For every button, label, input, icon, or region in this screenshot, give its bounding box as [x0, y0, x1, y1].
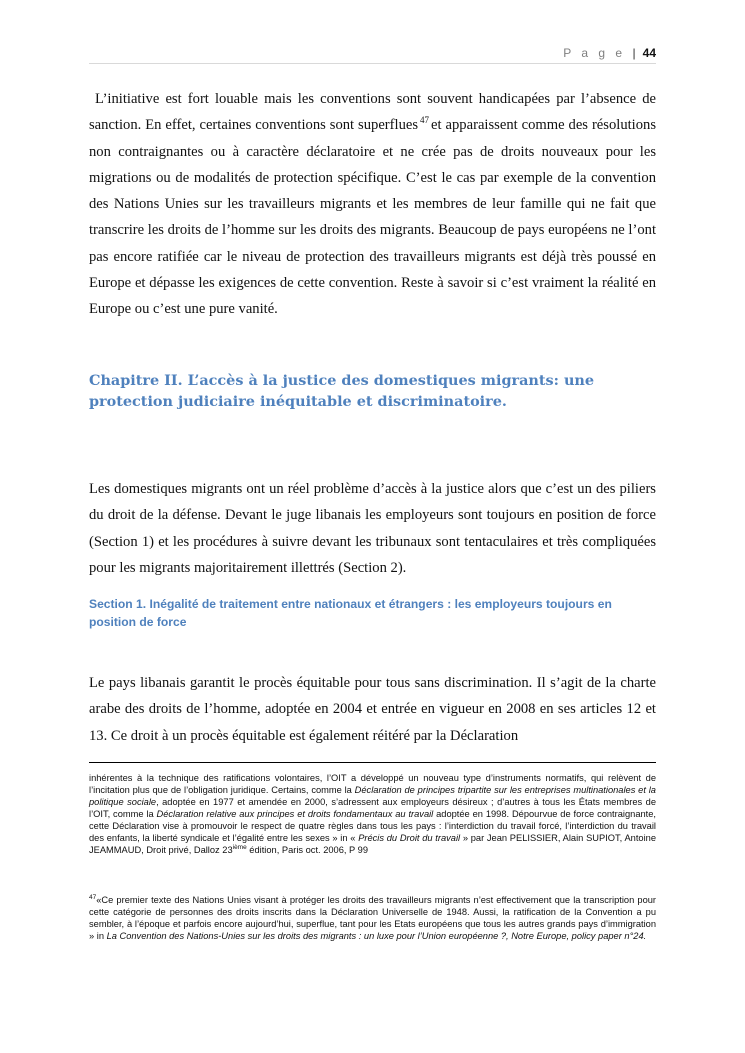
footnote-italic-title: Déclaration relative aux principes et droits fondamentaux au travail: [156, 809, 434, 819]
page-label: P a g e: [563, 46, 626, 60]
footnote-text: » par Jean PELISSIER, Alain SUPIOT, Antoine JEAMMAUD, Droit privé, Dalloz 23: [89, 833, 656, 855]
header-divider: [89, 63, 656, 64]
footnote-text: édition, Paris oct. 2006, P 99: [246, 845, 369, 855]
footnote-ref-47[interactable]: 47: [420, 115, 430, 126]
footnote-47-marker: 47: [89, 893, 97, 901]
paragraph-conventions-part2: et apparaissent comme des résolutions non contraignantes ou à caractère déclaratoire et ne crée pas de droits nouveaux pour les migrations ou de modalités de protection spécifique. C’est le cas par exemple de la convention des Nations Unies sur les travailleurs migrants et les membres de leur famille qui ne fait que transcrire les droits de l’homme sur les droits des migrants. Beaucoup de pays européens ne l’ont pas encore ratifiée car le niveau de protection des travailleurs migrants est déjà très poussé en Europe et dépasse les exigences de cette convention. Reste à savoir si c’est vraiment la réalité en Europe ou c’est une pure vanité.: [89, 117, 656, 318]
page-separator: |: [632, 46, 636, 60]
footnote-47: [89, 894, 656, 942]
footnote-italic-title: Précis du Droit du travail: [358, 833, 461, 843]
paragraph-conventions-part1: L’initiative est fort louable mais les conventions sont souvent handicapées par l’absence de sanction. En effet, certaines conventions sont superflues: [89, 91, 656, 134]
footnote-text: «Ce premier texte des Nations Unies visant à protéger les droits des travailleurs migrants n’est effectivement que la transcription pour cette catégorie de personnes des droits inscrits dans la Déclaration Universelle de 1948. Aussi, la ratification de la Convention a pu sembler, à l’époque et parfois encore aujourd’hui, superflue, tant pour les Etats européens que tous les autres grands pays d’immigration » in: [89, 895, 656, 941]
page-number: 44: [642, 46, 656, 60]
paragraph-conventions: [89, 86, 656, 323]
footnote-italic-title: Déclaration de principes tripartite sur les entreprises multinationales et la politique sociale: [89, 785, 656, 807]
footnote-text: adoptée en 1998. Dépourvue de force contraignante, cette Déclaration vise à promouvoir le respect de quatre règles dans tous les pays : l’interdiction du travail forcé, l’interdiction du travail des enfants, la liberté syndicale et l’égalité entre les sexes » in «: [89, 809, 656, 843]
footnote-divider: [89, 762, 656, 763]
paragraph-access-justice: Les domestiques migrants ont un réel problème d’accès à la justice alors que c’est un des piliers du droit de la défense. Devant le juge libanais les employeurs sont toujours en position de force (Section 1) et les procédures à suivre devant les tribunaux sont tentaculaires et très compliquées pour les migrants majoritairement illettrés (Section 2).: [89, 481, 656, 576]
paragraph-fair-trial: Le pays libanais garantit le procès équitable pour tous sans discrimination. Il s’agit de la charte arabe des droits de l’homme, adoptée en 2004 et entrée en vigueur en 2008 en ses articles 12 et 13. Ce droit à un procès équitable est également réitéré par la Déclaration: [89, 675, 656, 744]
footnote-superscript: ième: [232, 843, 247, 851]
chapter-heading: Chapitre II. L’accès à la justice des domestiques migrants: une protection judiciaire inéquitable et discriminatoire.: [89, 372, 595, 410]
page-header: [563, 45, 656, 61]
section-heading: Section 1. Inégalité de traitement entre nationaux et étrangers : les employeurs toujours en position de force: [89, 597, 612, 629]
footnote-text: , adoptée en 1977 et amendée en 2000, s’adressent aux employeurs désireux ; d’autres à tous les États membres de l’OIT, comme la: [89, 797, 656, 819]
footnote-text: inhérentes à la technique des ratifications volontaires, l’OIT a développé un nouveau type d’instruments normatifs, qui relèvent de l’incitation plus que de l’obligation juridique. Certains, comme la: [89, 773, 656, 795]
footnote-italic-title: La Convention des Nations-Unies sur les droits des migrants : un luxe pour l’Union européenne ?, Notre Europe, policy paper n°24.: [106, 931, 647, 941]
footnote-continued: [89, 772, 656, 856]
